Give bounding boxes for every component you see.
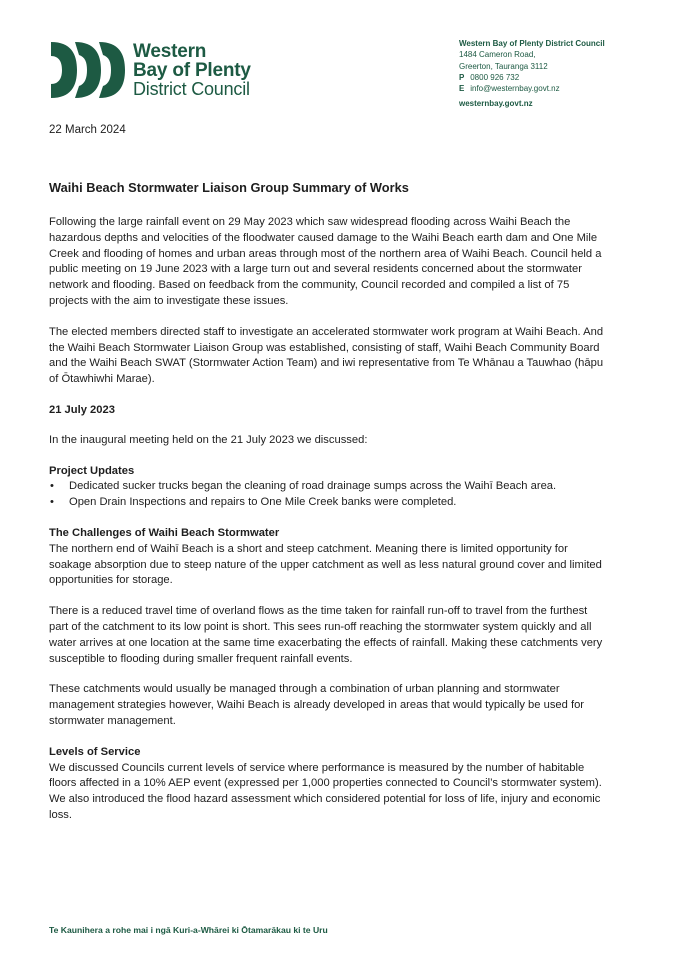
challenges-paragraph-1: The northern end of Waihī Beach is a short and steep catchment. Meaning there is limited opportunity for soakage absorption due to steep nature of the upper catchment as well as less natural ground cover and limited opportunities for storage. xyxy=(49,542,602,587)
contact-website[interactable]: westernbay.govt.nz xyxy=(459,99,533,109)
project-updates-list xyxy=(49,479,609,511)
council-logo xyxy=(49,38,269,102)
council-logo-wordmark: Western Bay of Plenty District Council xyxy=(133,41,251,99)
challenges-paragraph-3: These catchments would usually be managed through a combination of urban planning and stormwater management strategies however, Waihi Beach is already developed in areas that would typically be used for stormwater management. xyxy=(49,683,585,727)
intro-paragraph-1: Following the large rainfall event on 29 May 2023 which saw widespread flooding across Waihi Beach the hazardous depths and velocities of the floodwater caused damage to the Waihi Beach earth dam and One Mile Creek and flooding of homes and urban areas through most of the northern area of Waihi Beach. Council held a public meeting on 19 June 2023 with a large turn out and several residents concerned about the stormwater network and flooding. Based on feedback from the community, Council recorded and compiled a list of 75 projects with the aim to investigate these issues. xyxy=(49,216,602,307)
meeting-date-heading: 21 July 2023 xyxy=(49,403,115,416)
letter-date: 22 March 2024 xyxy=(49,124,126,136)
intro-paragraph-2: The elected members directed staff to investigate an accelerated stormwater work program at Waihi Beach. And the Waihi Beach Stormwater Liaison Group was established, consisting of staff, Waihi Beach Community Board and the Waihi Beach SWAT (Stormwater Action Team) and iwi representative from Te Whānau a Tauwhao (hāpu of Ōtawhiwhi Marae). xyxy=(49,325,604,386)
contact-address-line2: Greerton, Tauranga 3112 xyxy=(459,61,548,71)
list-item: • Dedicated sucker trucks began the cleaning of road drainage sumps across the Waihī Beach area. xyxy=(49,479,609,495)
challenges-heading: The Challenges of Waihi Beach Stormwater xyxy=(49,526,280,539)
meeting-intro: In the inaugural meeting held on the 21 July 2023 we discussed: xyxy=(49,433,368,446)
challenges-paragraph-2: There is a reduced travel time of overland flows as the time taken for rainfall run-off to travel from the furthest part of the catchment to its low point is short. This sees run-off reaching the stormwater system quickly and all water arrives at one location at the same time exacerbating the effects of rainfall. Making these catchments very susceptible to flooding during smaller frequent rainfall events. xyxy=(49,605,603,665)
levels-of-service-heading: Levels of Service xyxy=(49,745,141,758)
project-updates-heading: Project Updates xyxy=(49,464,135,477)
contact-address-line1: 1484 Cameron Road, xyxy=(459,50,536,60)
levels-of-service-paragraph: We discussed Councils current levels of service where performance is measured by the number of habitable floors affected in a 10% AEP event (expressed per 1,000 properties connected to Council’s stormwater system). We also introduced the flood hazard assessment which considered potential for loss of life, injury and economic loss. xyxy=(49,761,602,821)
document-title: Waihi Beach Stormwater Liaison Group Summary of Works xyxy=(49,180,409,195)
contact-block xyxy=(459,38,659,110)
contact-email: E info@westernbay.govt.nz xyxy=(459,84,560,94)
contact-phone: P 0800 926 732 xyxy=(459,72,520,82)
list-item: • Open Drain Inspections and repairs to One Mile Creek banks were completed. xyxy=(49,495,609,511)
document-body xyxy=(49,180,609,839)
footer-tagline: Te Kaunihera a rohe mai i ngā Kuri-a-Whārei ki Ōtamarākau ki te Uru xyxy=(49,925,328,935)
council-logo-icon xyxy=(49,40,125,100)
contact-org-name: Western Bay of Plenty District Council xyxy=(459,39,605,48)
